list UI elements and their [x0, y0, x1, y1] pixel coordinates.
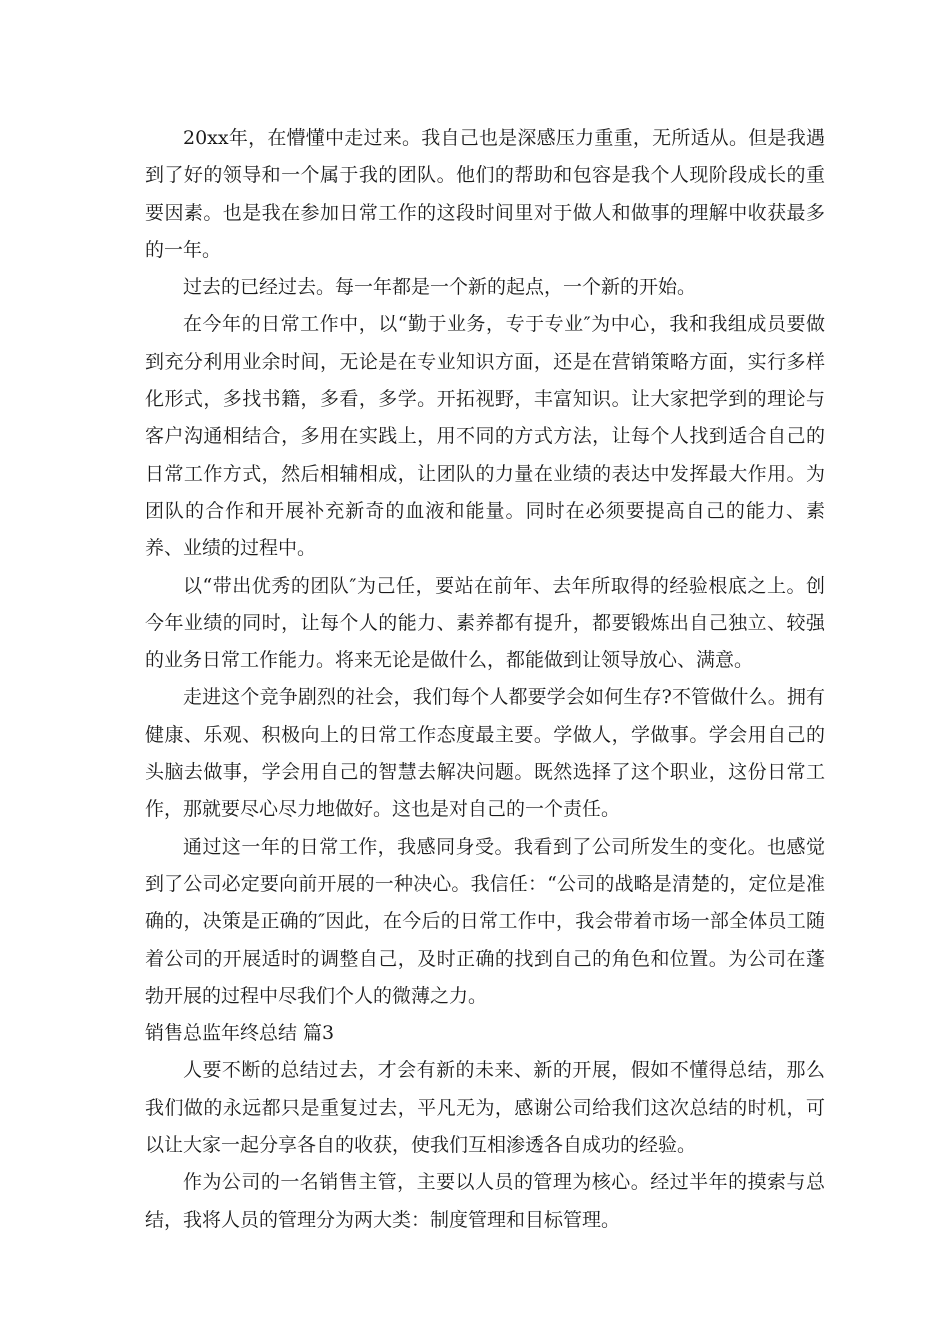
document-body [145, 120, 825, 1239]
paragraph-2: 过去的已经过去。每一年都是一个新的起点，一个新的开始。 [183, 276, 697, 299]
section-heading: 销售总监年终总结 篇3 [145, 1022, 335, 1045]
paragraph-3: 在今年的日常工作中，以“勤于业务，专于专业″为中心，我和我组成员要做到充分利用业余时间，无论是在专业知识方面，还是在营销策略方面，实行多样化形式，多找书籍，多看，多学。开拓视野，丰富知识。让大家把学到的理论与客户沟通相结合，多用在实践上，用不同的方式方法，让每个人找到适合自己的日常工作方式，然后相辅相成，让团队的力量在业绩的表达中发挥最大作用。为团队的合作和开展补充新奇的血液和能量。同时在必须要提高自己的能力、素养、业绩的过程中。 [145, 313, 825, 560]
paragraph-8: 作为公司的一名销售主管，主要以人员的管理为核心。经过半年的摸索与总结，我将人员的管理分为两大类：制度管理和目标管理。 [145, 1171, 825, 1231]
paragraph-7: 人要不断的总结过去，才会有新的未来、新的开展，假如不懂得总结，那么我们做的永远都只是重复过去，平凡无为，感谢公司给我们这次总结的时机，可以让大家一起分享各自的收获，使我们互相渗透各自成功的经验。 [145, 1059, 825, 1157]
paragraph-6: 通过这一年的日常工作，我感同身受。我看到了公司所发生的变化。也感觉到了公司必定要向前开展的一种决心。我信任：“公司的战略是清楚的，定位是准确的，决策是正确的″因此，在今后的日常工作中，我会带着市场一部全体员工随着公司的开展适时的调整自己，及时正确的找到自己的角色和位置。为公司在蓬勃开展的过程中尽我们个人的微薄之力。 [145, 835, 825, 1007]
paragraph-1: 20xx年，在懵懂中走过来。我自己也是深感压力重重，无所适从。但是我遇到了好的领导和一个属于我的团队。他们的帮助和包容是我个人现阶段成长的重要因素。也是我在参加日常工作的这段时间里对于做人和做事的理解中收获最多的一年。 [145, 127, 825, 261]
paragraph-4: 以“带出优秀的团队″为己任，要站在前年、去年所取得的经验根底之上。创今年业绩的同时，让每个人的能力、素养都有提升，都要锻炼出自己独立、较强的业务日常工作能力。将来无论是做什么，都能做到让领导放心、满意。 [145, 574, 825, 672]
paragraph-5: 走进这个竞争剧烈的社会，我们每个人都要学会如何生存?不管做什么。拥有健康、乐观、积极向上的日常工作态度最主要。学做人，学做事。学会用自己的头脑去做事，学会用自己的智慧去解决问题。既然选择了这个职业，这份日常工作，那就要尽心尽力地做好。这也是对自己的一个责任。 [145, 686, 825, 821]
